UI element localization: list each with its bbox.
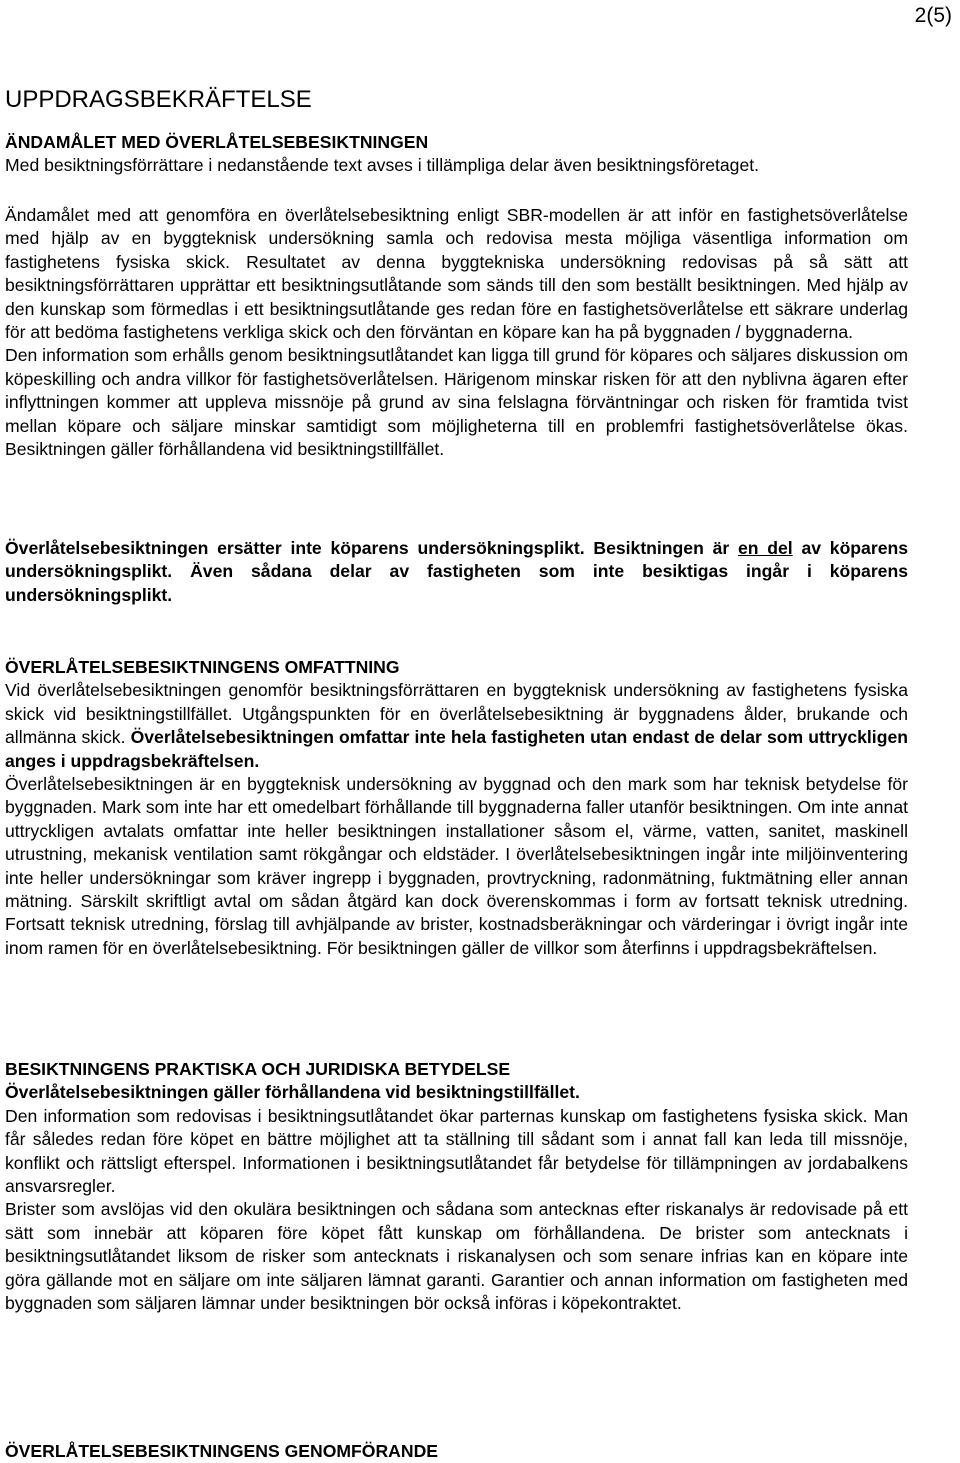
section-scope	[5, 656, 908, 960]
section-subheading: Överlåtelsebesiktningen gäller förhållandena vid besiktningstillfället.	[5, 1082, 580, 1103]
section-heading: ÖVERLÅTELSEBESIKTNINGENS GENOMFÖRANDE	[5, 1441, 439, 1461]
intro-text: Med besiktningsförrättare i nedanstående text avses i tillämpliga delar även besiktningsföretaget.	[5, 155, 760, 176]
significance-paragraph-1: Den information som redovisas i besiktningsutlåtandet ökar parternas kunskap om fastighetens fysiska skick. Man får således redan före köpet en bättre möjlighet att ta ställning till sådant som i annat fall kan leda till missnöje, konflikt och rättsligt efterspel. Informationen i besiktningsutlåtandet får betydelse för tillämpningen av jordabalkens ansvarsregler.	[5, 1105, 908, 1197]
obligation-underlined: en del	[737, 538, 793, 558]
section-purpose	[5, 131, 908, 178]
page-title: UPPDRAGSBEKRÄFTELSE	[5, 86, 312, 113]
section-heading: ÄNDAMÅLET MED ÖVERLÅTELSEBESIKTNINGEN	[5, 132, 429, 152]
section-execution	[5, 1440, 908, 1463]
obligation-notice	[5, 537, 908, 607]
scope-text-a: Vid överlåtelsebesiktningen genomför besiktningsförrättaren en byggteknisk undersökning av fastighetens fysiska skick vid besiktningstillfället. Utgångspunkten för en överlåtelsebesiktning är byggnadens ålder, brukande och allmänna skick.	[5, 680, 908, 748]
scope-bold-text: Överlåtelsebesiktningen omfattar inte hela fastigheten utan endast de delar som uttryckligen anges i uppdragsbekräftelsen.	[5, 727, 908, 771]
section-heading: BESIKTNINGENS PRAKTISKA OCH JURIDISKA BETYDELSE	[5, 1059, 511, 1079]
obligation-text-a: Överlåtelsebesiktningen ersätter inte köparens undersökningsplikt. Besiktningen är	[5, 538, 738, 558]
significance-paragraph-2: Brister som avslöjas vid den okulära besiktningen och sådana som antecknas efter riskanalys är redovisade på ett sätt som innebär att köparen före köpet fått kunskap om förhållandena. De brister som antecknats i besiktningsutlåtandet liksom de risker som antecknats i riskanalysen och som senare infrias kan en köpare inte göra gällande mot en säljare om inte säljaren lämnat garanti. Garantier och annan information om fastigheten med byggnaden som säljaren lämnar under besiktningen bör också införas i köpekontraktet.	[5, 1199, 908, 1314]
section-heading: ÖVERLÅTELSEBESIKTNINGENS OMFATTNING	[5, 657, 400, 677]
purpose-paragraph-block	[5, 204, 908, 461]
scope-paragraph: Överlåtelsebesiktningen är en byggteknisk undersökning av byggnad och den mark som har teknisk betydelse för byggnaden. Mark som inte har ett omedelbart förhållande till byggnaderna faller utanför besiktningen. Om inte annat uttryckligen avtalats omfattar inte heller besiktningen installationer såsom el, värme, vatten, sanitet, maskinell utrustning, mekanisk ventilation samt rökgångar och eldstäder. I överlåtelsebesiktningen ingår inte miljöinventering inte heller undersökningar som kräver ingrepp i byggnaden, provtryckning, radonmätning, fuktmätning eller annan mätning. Särskilt skriftligt avtal om sådan åtgärd kan dock överenskommas i form av fortsatt teknisk utredning. Fortsatt teknisk utredning, förslag till avhjälpande av brister, kostnadsberäkningar och värderingar i övrigt ingår inte inom ramen för en överlåtelsebesiktning. För besiktningen gäller de villkor som återfinns i uppdragsbekräftelsen.	[5, 774, 908, 958]
purpose-paragraph-2: Den information som erhålls genom besiktningsutlåtandet kan ligga till grund för köpares och säljares diskussion om köpeskilling och andra villkor för fastighetsöverlåtelsen. Härigenom minskar risken för att den nyblivna ägaren efter inflyttningen kommer att uppleva missnöje på grund av sina felslagna förväntningar och risken för framtida tvist mellan köpare och säljare minskar samtidigt som möjligheterna till en problemfri fastighetsöverlåtelse ökas. Besiktningen gäller förhållandena vid besiktningstillfället.	[5, 345, 908, 460]
purpose-paragraph: Ändamålet med att genomföra en överlåtelsebesiktning enligt SBR-modellen är att inför en fastighetsöverlåtelse med hjälp av en byggteknisk undersökning samla och redovisa mesta möjliga väsentliga information om fastighetens fysiska skick. Resultatet av denna byggtekniska undersökning redovisas på så sätt att besiktningsförrättaren upprättar ett besiktningsutlåtande som sänds till den som beställt besiktningen. Med hjälp av den kunskap som förmedlas i ett besiktningsutlåtande ges redan före en fastighetsöverlåtelse ett säkrare underlag för att bedöma fastighetens verkliga skick och den förväntan en köpare kan ha på byggnaden / byggnaderna.	[5, 205, 908, 343]
page-number: 2(5)	[914, 4, 952, 27]
section-significance	[5, 1058, 908, 1315]
obligation-text-b: av köparens undersökningsplikt. Även sådana delar av fastigheten som inte besiktigas ingår i köparens undersökningsplikt.	[5, 538, 909, 605]
